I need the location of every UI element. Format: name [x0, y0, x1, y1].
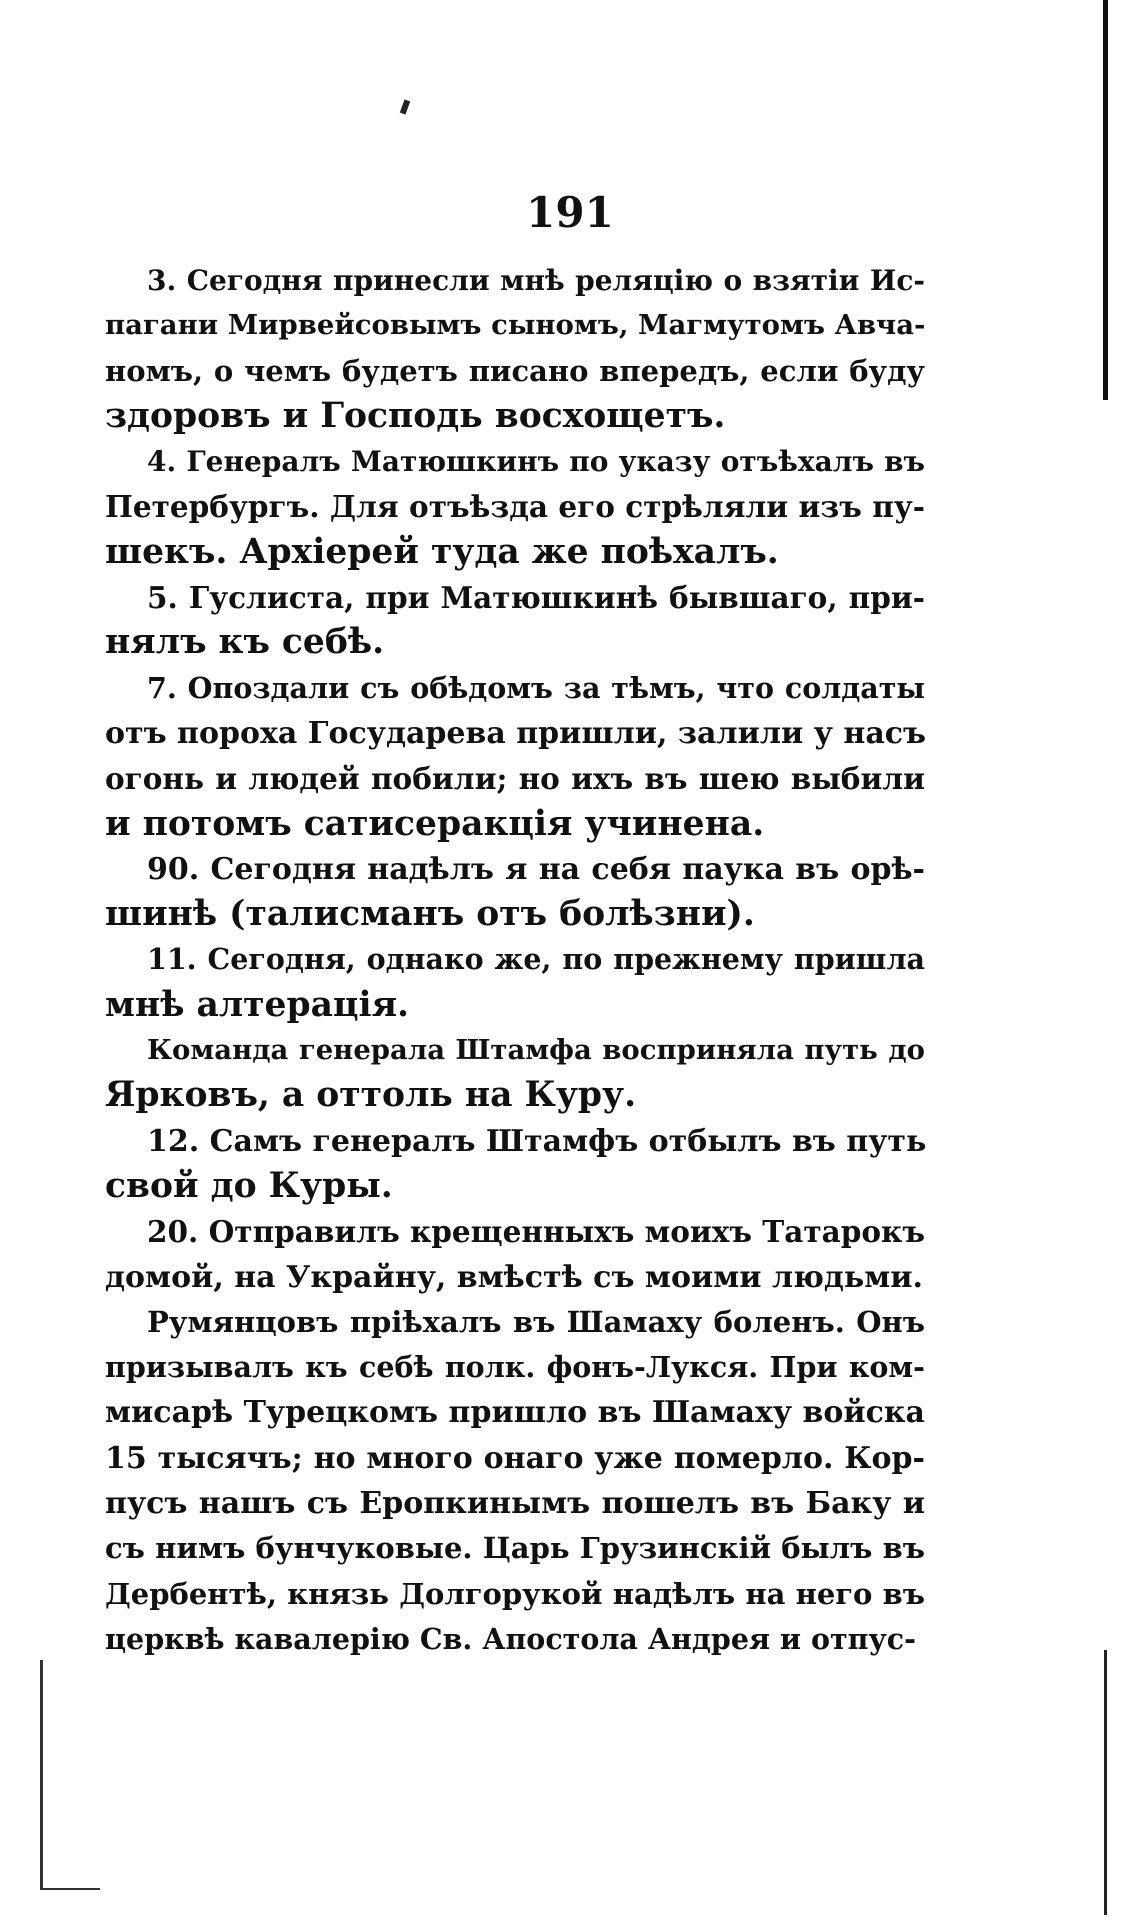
paragraph [105, 1209, 925, 1300]
text-line: здоровъ и Господь восхощетъ. [105, 395, 726, 436]
paragraph [105, 1300, 925, 1662]
text-line: Румянцовъ пріѣхалъ въ Шамаху боленъ. Онъ [147, 1304, 925, 1339]
text-line: шинѣ (талисманъ отъ болѣзни). [105, 894, 755, 935]
text-line: домой, на Украйну, вмѣстѣ съ моими людьми. [105, 1259, 923, 1295]
text-line: нялъ къ себѣ. [105, 622, 385, 663]
text-line: церквѣ кавалерію Св. Апостола Андрея и отпус- [105, 1621, 916, 1656]
text-line: 4. Генералъ Матюшкинъ по указу отъѣхалъ въ [147, 445, 925, 479]
text-line: 7. Опоздали съ обѣдомъ за тѣмъ, что солдаты [147, 670, 925, 705]
text-line: мнѣ алтерація. [105, 984, 410, 1025]
text-line: Ярковъ, а оттоль на Куру. [105, 1075, 637, 1116]
text-line: 15 тысячъ; но много онаго уже померло. Кор- [105, 1440, 925, 1476]
text-line: съ нимъ бунчуковые. Царь Грузинскій былъ въ [105, 1531, 925, 1566]
body-text [105, 258, 925, 1662]
text-line: 12. Самъ генералъ Штамфъ отбылъ въ путь [147, 1123, 927, 1159]
ink-mark [400, 99, 410, 114]
text-line: 11. Сегодня, однако же, по прежнему пришла [147, 942, 925, 977]
page-edge-line [1104, 1650, 1107, 1915]
paragraph [105, 575, 925, 666]
text-line: 90. Сегодня надѣлъ я на себя паука въ орѣ- [147, 851, 925, 887]
paragraph [105, 1119, 925, 1210]
text-line: шекъ. Архіерей туда же поѣхалъ. [105, 531, 779, 572]
text-line: огонь и людей побили; но ихъ въ шею выбили [105, 761, 925, 797]
text-line: 20. Отправилъ крещенныхъ моихъ Татарокъ [147, 1214, 925, 1250]
text-line: номъ, о чемъ будетъ писано впередъ, если буду [105, 353, 925, 388]
text-line: Петербургъ. Для отъѣзда его стрѣляли изъ пу- [105, 489, 925, 525]
text-line: Команда генерала Штамфа восприняла путь до [147, 1034, 925, 1067]
text-line: и потомъ сатисеракція учинена. [105, 803, 765, 844]
paragraph [105, 439, 925, 575]
page-number: 191 [526, 188, 614, 237]
text-line: 5. Гуслиста, при Матюшкинѣ бывшаго, при- [147, 580, 925, 616]
text-line: пусъ нашъ съ Еропкинымъ пошелъ въ Баку и [105, 1486, 925, 1522]
text-line: 3. Сегодня принесли мнѣ реляцію о взятіи Ис- [147, 264, 925, 297]
page-edge-line [40, 1888, 100, 1890]
text-line: мисарѣ Турецкомъ пришло въ Шамаху войска [105, 1395, 925, 1431]
paragraph [105, 1028, 925, 1119]
paragraph [105, 258, 925, 439]
paragraph [105, 666, 925, 847]
text-line: Дербентѣ, князь Долгорукой надѣлъ на него въ [105, 1576, 925, 1611]
paragraph [105, 937, 925, 1028]
text-line: отъ пороха Государева пришли, залили у насъ [105, 715, 927, 751]
text-line: пагани Мирвейсовымъ сыномъ, Магмутомъ Авча- [105, 309, 926, 342]
paragraph [105, 847, 925, 938]
text-line: свой до Куры. [105, 1165, 393, 1206]
text-line: призывалъ къ себѣ полк. фонъ-Лукся. При ком- [105, 1350, 925, 1385]
page-edge-line [40, 1660, 43, 1890]
